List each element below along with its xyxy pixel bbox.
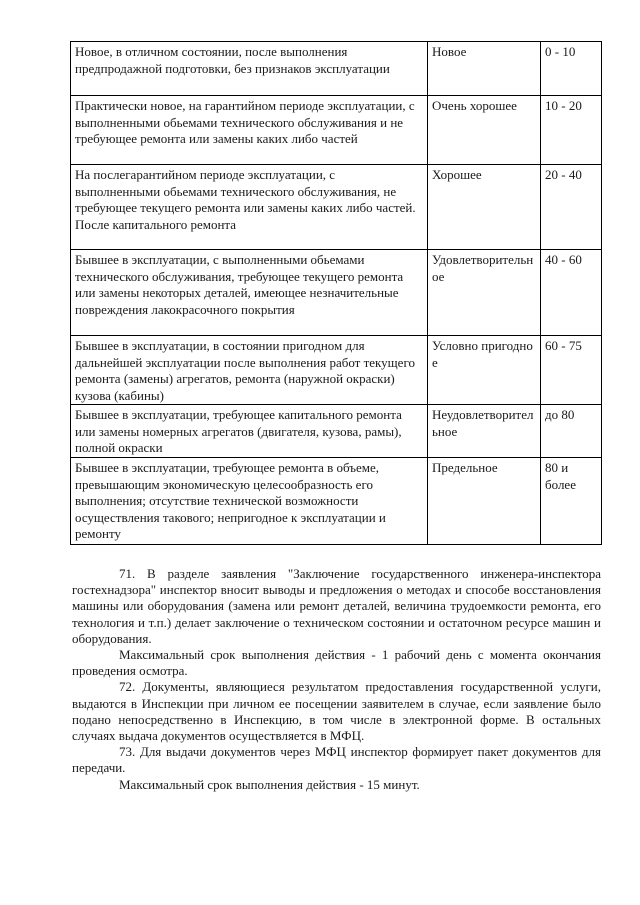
wear-range: 60 - 75 (541, 336, 602, 405)
paragraph-71-term: Максимальный срок выполнения действия - 1 рабочий день с момента окончания проведения осмотра. (72, 647, 601, 679)
table-row (71, 250, 602, 336)
wear-range: 0 - 10 (541, 42, 602, 96)
condition-description: Бывшее в эксплуатации, с выполненными обьемами технического обслуживания, требующее текущего ремонта или замены некоторых деталей, имеющее незначительные повреждения лакокрасочного покрытия (71, 250, 428, 336)
table-row (71, 336, 602, 405)
condition-name: Очень хорошее (428, 96, 541, 165)
condition-name: Предельное (428, 458, 541, 545)
table-row (71, 458, 602, 545)
wear-range: 40 - 60 (541, 250, 602, 336)
wear-range: до 80 (541, 405, 602, 458)
paragraph-71: 71. В разделе заявления "Заключение государственного инженера-инспектора гостехнадзора" инспектор вносит выводы и предложения о методах и способе восстановления машины или оборудования (замена или ремонт деталей, величина трудоемкости ремонта, его технология и т.п.) делает заключение о техническом состоянии и остаточном ресурсе машин и оборудования. (72, 566, 601, 646)
table-row (71, 96, 602, 165)
condition-name: Неудовлетворительное (428, 405, 541, 458)
condition-name: Удовлетворительное (428, 250, 541, 336)
paragraph-73: 73. Для выдачи документов через МФЦ инспектор формирует пакет документов для передачи. (72, 744, 601, 776)
condition-name: Хорошее (428, 165, 541, 250)
paragraph-72: 72. Документы, являющиеся результатом предоставления государственной услуги, выдаются в Инспекции при личном ее посещении заявителем в случае, если заявление было подано непосредственно в Инспекцию, в том числе в электронной форме. В остальных случаях выдача документов осуществляется в МФЦ. (72, 679, 601, 744)
condition-description: На послегарантийном периоде эксплуатации, с выполненными обьемами технического обслуживания, не требующее текущего ремонта или замены каких либо частей. После капитального ремонта (71, 165, 428, 250)
condition-description: Бывшее в эксплуатации, требующее ремонта в объеме, превышающим экономическую целесообразность его выполнения; отсутствие технической возможности осуществления такового; непригодное к эксплуатации и ремонту (71, 458, 428, 545)
wear-range: 10 - 20 (541, 96, 602, 165)
body-text (72, 566, 601, 793)
wear-range: 80 и более (541, 458, 602, 545)
paragraph-73-term: Максимальный срок выполнения действия - 15 минут. (119, 776, 420, 792)
table-row (71, 42, 602, 96)
condition-name: Новое (428, 42, 541, 96)
condition-description: Новое, в отличном состоянии, после выполнения предпродажной подготовки, без признаков эксплуатации (71, 42, 428, 96)
condition-description: Бывшее в эксплуатации, в состоянии пригодном для дальнейшей эксплуатации после выполнения работ текущего ремонта (замены) агрегатов, ремонта (наружной окраски) кузова (кабины) (71, 336, 428, 405)
table-row (71, 405, 602, 458)
condition-description: Практически новое, на гарантийном периоде эксплуатации, с выполненными обьемами технического обслуживания и не требующее ремонта или замены каких либо частей (71, 96, 428, 165)
condition-description: Бывшее в эксплуатации, требующее капитального ремонта или замены номерных агрегатов (двигателя, кузова, рамы), полной окраски (71, 405, 428, 458)
condition-name: Условно пригодное (428, 336, 541, 405)
table-row (71, 165, 602, 250)
wear-range: 20 - 40 (541, 165, 602, 250)
condition-table (70, 41, 602, 545)
